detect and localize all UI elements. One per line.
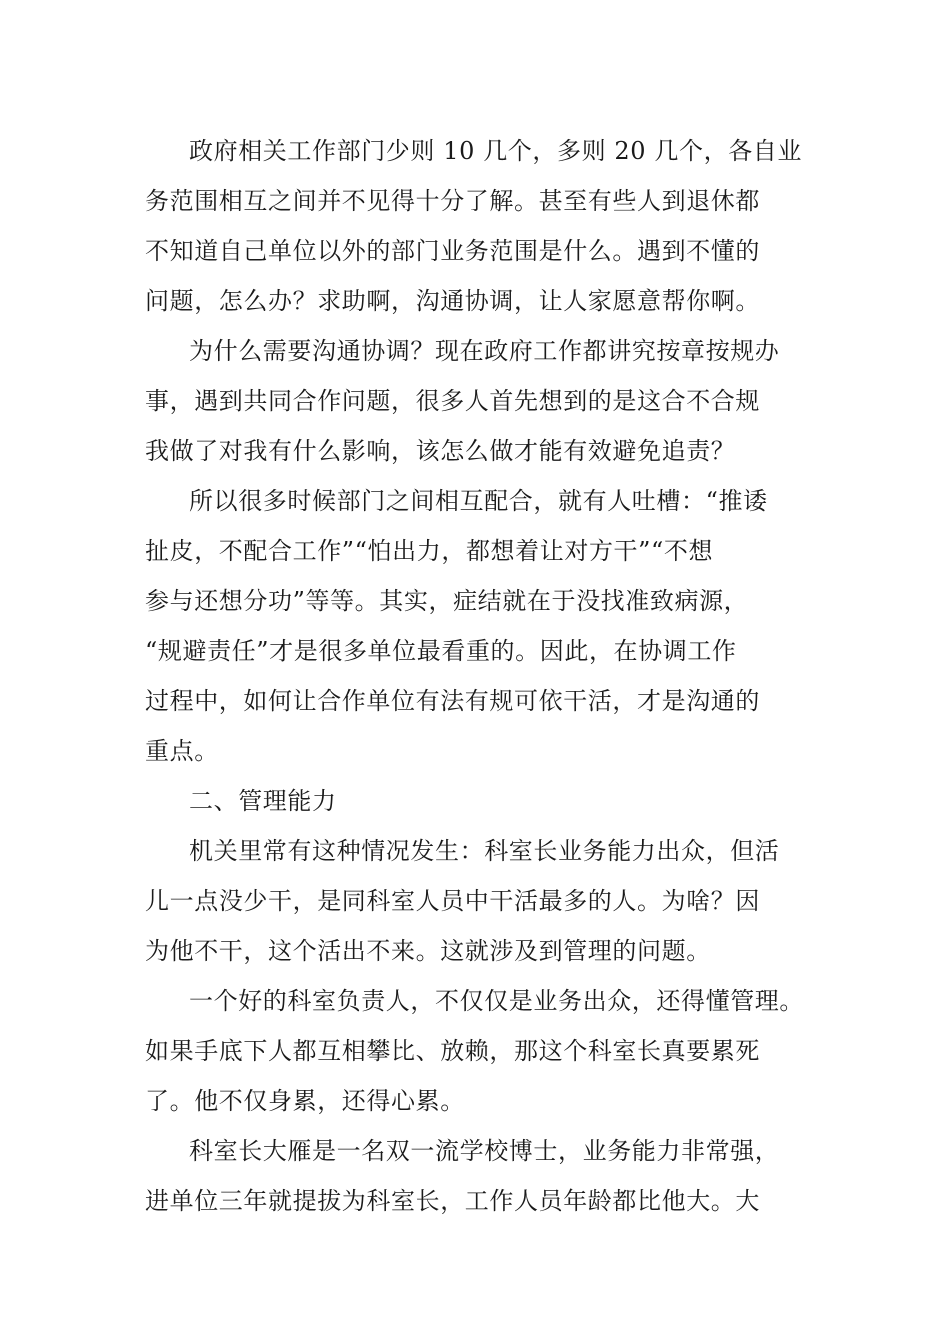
paragraph-3-line-3: 参与还想分功”等等。其实，症结就在于没找准致病源， <box>145 587 749 615</box>
paragraph-4-line-2: 儿一点没少干，是同科室人员中干活最多的人。为啥？因 <box>145 887 760 915</box>
paragraph-4-line-3: 为他不干，这个活出不来。这就涉及到管理的问题。 <box>145 937 711 965</box>
section-heading: 二、管理能力 <box>189 787 337 815</box>
paragraph-1-line-3: 不知道自己单位以外的部门业务范围是什么。遇到不懂的 <box>145 237 760 265</box>
paragraph-2-line-1: 为什么需要沟通协调？现在政府工作都讲究按章按规办 <box>189 337 780 365</box>
paragraph-6-line-2: 进单位三年就提拔为科室长，工作人员年龄都比他大。大 <box>145 1187 760 1215</box>
paragraph-3-line-2: 扯皮，不配合工作”“怕出力，都想着让对方干”“不想 <box>145 537 714 565</box>
document-body <box>145 126 845 1226</box>
paragraph-5-line-3: 了。他不仅身累，还得心累。 <box>145 1087 465 1115</box>
paragraph-1-line-4: 问题，怎么办？求助啊，沟通协调，让人家愿意帮你啊。 <box>145 287 760 315</box>
paragraph-3-line-1: 所以很多时候部门之间相互配合，就有人吐槽：“推诿 <box>189 487 768 515</box>
paragraph-4-line-1: 机关里常有这种情况发生：科室长业务能力出众，但活 <box>189 837 780 865</box>
paragraph-2-line-3: 我做了对我有什么影响，该怎么做才能有效避免追责？ <box>145 437 736 465</box>
paragraph-5-line-1: 一个好的科室负责人，不仅仅是业务出众，还得懂管理。 <box>189 987 804 1015</box>
paragraph-2-line-2: 事，遇到共同合作问题，很多人首先想到的是这合不合规 <box>145 387 760 415</box>
paragraph-3-line-6: 重点。 <box>145 737 219 765</box>
paragraph-3-line-5: 过程中，如何让合作单位有法有规可依干活，才是沟通的 <box>145 687 760 715</box>
paragraph-3-line-4: “规避责任”才是很多单位最看重的。因此，在协调工作 <box>145 637 737 665</box>
paragraph-6-line-1: 科室长大雁是一名双一流学校博士，业务能力非常强， <box>189 1137 780 1165</box>
paragraph-5-line-2: 如果手底下人都互相攀比、放赖，那这个科室长真要累死 <box>145 1037 760 1065</box>
paragraph-1-line-1: 政府相关工作部门少则 10 几个，多则 20 几个，各自业 <box>189 137 802 165</box>
paragraph-1-line-2: 务范围相互之间并不见得十分了解。甚至有些人到退休都 <box>145 187 760 215</box>
